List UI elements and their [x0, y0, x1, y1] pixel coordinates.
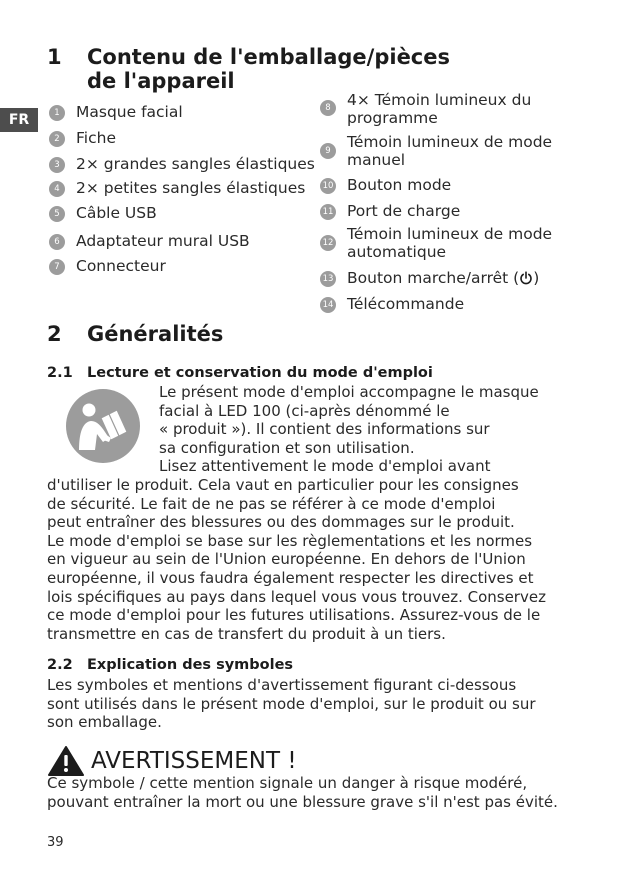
list-item — [49, 204, 157, 222]
read-instructions-icon — [65, 388, 141, 464]
item-number-badge: 5 — [49, 206, 65, 222]
list-item — [320, 91, 531, 127]
item-label: Témoin lumineux de mode automatique — [347, 225, 553, 261]
item-label: 4× Témoin lumineux du programme — [347, 91, 532, 127]
item-label: Masque facial — [76, 103, 183, 121]
item-number-badge: 8 — [320, 100, 336, 116]
list-item — [49, 129, 116, 147]
warning-label: AVERTISSEMENT ! — [91, 748, 297, 774]
subsection-2-1-text-wrapped: Le présent mode d'emploi accompagne le masque facial à LED 100 (ci-après dénommé le « produit »). Il contient des informations sur sa configuration et son utilisation. Lisez attentivement le mode d'emploi avant — [159, 383, 539, 476]
item-label: Télécommande — [347, 295, 465, 313]
list-item — [49, 257, 166, 275]
section-2-heading — [47, 322, 347, 348]
subsection-title: Lecture et conservation du mode d'emploi — [87, 365, 433, 381]
item-label: Connecteur — [76, 257, 166, 275]
section-title: Généralités — [87, 322, 224, 346]
item-number-badge: 6 — [49, 234, 65, 250]
item-label: Adaptateur mural USB — [76, 232, 250, 250]
item-number-badge: 3 — [49, 157, 65, 173]
section-1-heading — [47, 45, 567, 95]
subsection-2-1-heading — [47, 364, 567, 382]
item-label: 2× petites sangles élastiques — [76, 179, 306, 197]
list-item — [320, 295, 464, 313]
item-number-badge: 2 — [49, 131, 65, 147]
subsection-2-1-text: d'utiliser le produit. Cela vaut en particulier pour les consignes de sécurité. Le fait de ne pas se référer à ce mode d'emploi peut entraîner des blessures ou des dommages sur le produit. Le mode d'emploi se base sur les règlementations et les normes en vigueur au sein de l'Union européenne. En dehors de l'Union européenne, il vous faudra également respecter les directives et lois spécifiques au pays dans lequel vous vous trouvez. Conservez ce mode d'emploi pour les futures utilisations. Assurez-vous de le transmettre en cas de transfert du produit à un tiers. — [47, 476, 546, 643]
list-item — [320, 225, 552, 261]
language-tab: FR — [0, 108, 38, 132]
item-label: Port de charge — [347, 202, 461, 220]
list-item — [49, 103, 183, 121]
list-item — [320, 133, 552, 169]
section-number: 2 — [47, 322, 62, 346]
item-number-badge: 7 — [49, 259, 65, 275]
page-number: 39 — [47, 835, 64, 850]
item-number-badge: 12 — [320, 235, 336, 251]
list-item — [49, 155, 315, 173]
section-title-line-1: Contenu de l'emballage/pièces — [87, 45, 450, 69]
item-number-badge: 13 — [320, 271, 336, 287]
item-label: Bouton marche/arrêt ( ) — [347, 269, 540, 287]
item-label: Câble USB — [76, 204, 157, 222]
section-number: 1 — [47, 45, 62, 69]
list-item — [320, 202, 460, 220]
item-label: Fiche — [76, 129, 116, 147]
item-label: 2× grandes sangles élastiques — [76, 155, 315, 173]
list-item — [49, 232, 250, 250]
warning-triangle-icon — [47, 745, 85, 777]
item-label: Témoin lumineux de mode manuel — [347, 133, 553, 169]
list-item — [49, 179, 305, 197]
item-number-badge: 11 — [320, 204, 336, 220]
item-number-badge: 4 — [49, 181, 65, 197]
list-item — [320, 269, 539, 287]
warning-text: Ce symbole / cette mention signale un danger à risque modéré, pouvant entraîner la mort ou une blessure grave s'il n'est pas évité. — [47, 774, 558, 811]
list-item — [320, 176, 451, 194]
subsection-number: 2.2 — [47, 657, 73, 673]
subsection-title: Explication des symboles — [87, 657, 294, 673]
warning-heading — [47, 745, 297, 777]
item-number-badge: 14 — [320, 297, 336, 313]
subsection-2-2-text: Les symboles et mentions d'avertissement figurant ci-dessous sont utilisés dans le présent mode d'emploi, sur le produit ou sur son emballage. — [47, 676, 536, 732]
item-number-badge: 9 — [320, 143, 336, 159]
subsection-2-2-heading — [47, 656, 567, 674]
item-label: Bouton mode — [347, 176, 452, 194]
subsection-number: 2.1 — [47, 365, 73, 381]
section-title-line-2: de l'appareil — [87, 69, 235, 93]
item-number-badge: 10 — [320, 178, 336, 194]
power-icon — [519, 271, 533, 285]
item-number-badge: 1 — [49, 105, 65, 121]
